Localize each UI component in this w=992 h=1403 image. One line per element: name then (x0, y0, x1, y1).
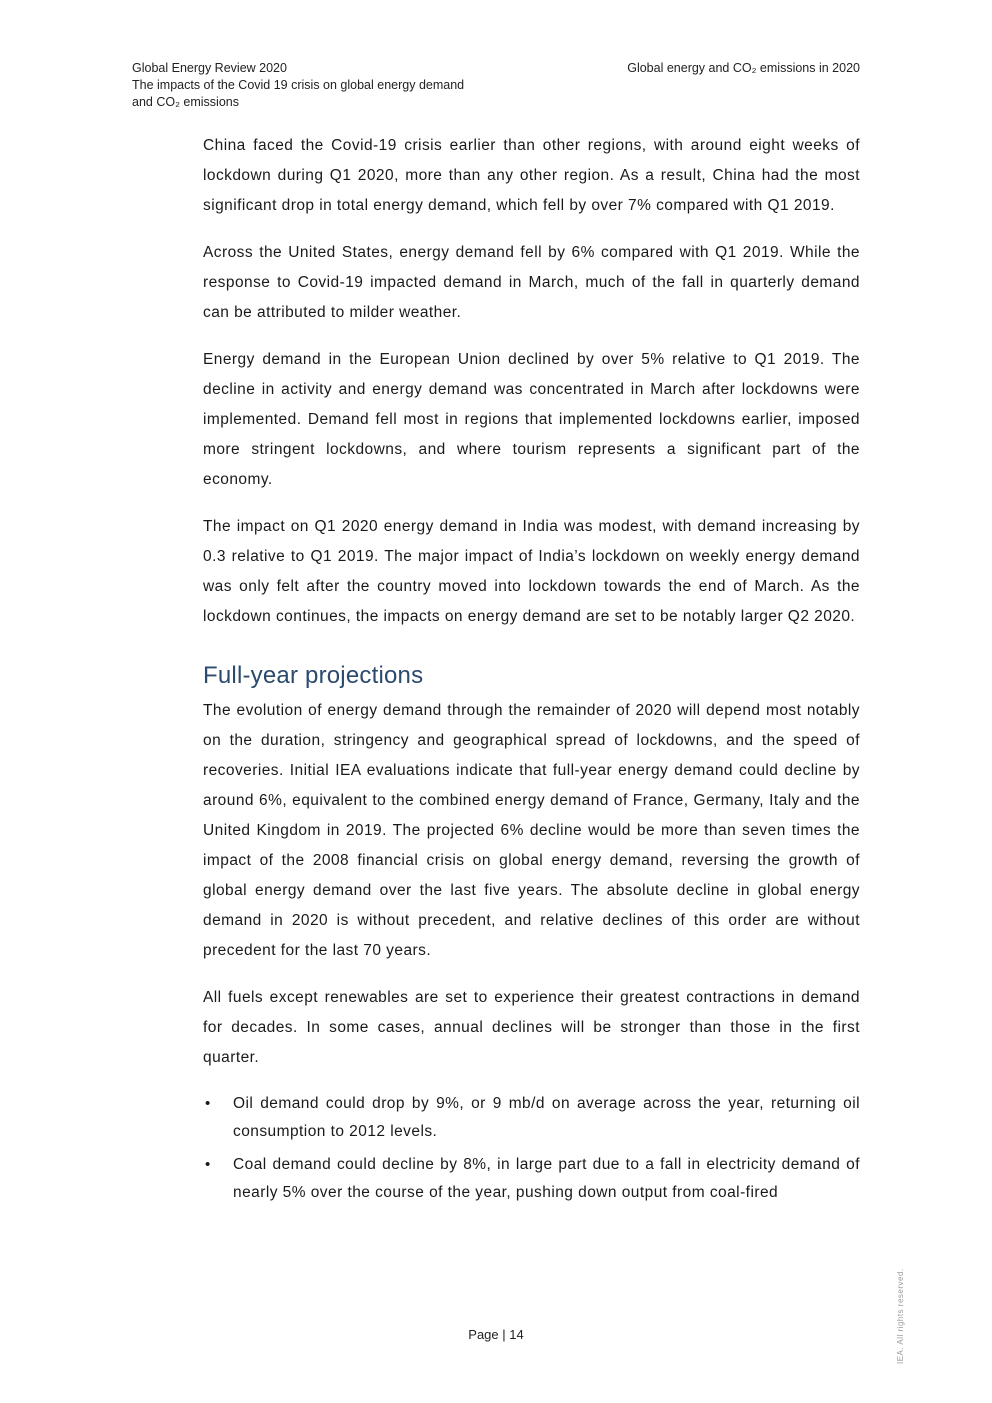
header-report-title: Global Energy Review 2020 (132, 61, 287, 75)
copyright-notice: IEA. All rights reserved. (896, 1268, 905, 1364)
header-chapter-title-cont: and CO₂ emissions (132, 95, 239, 109)
paragraph-all-fuels: All fuels except renewables are set to experience their greatest contractions in demand for decades. In some cases, annual declines will be stronger than those in the first quarter. (203, 989, 860, 1066)
bullet-icon: • (205, 1095, 211, 1112)
header-left (132, 60, 512, 111)
bullet-text-coal: Coal demand could decline by 8%, in large part due to a fall in electricity demand of nearly 5% over the course of the year, pushing down output from coal-fired (233, 1156, 860, 1201)
paragraph-china: China faced the Covid-19 crisis earlier than other regions, with around eight weeks of lockdown during Q1 2020, more than any other region. As a result, China had the most significant drop in total energy demand, which fell by over 7% compared with Q1 2019. (203, 137, 860, 214)
paragraph-european-union: Energy demand in the European Union declined by over 5% relative to Q1 2019. The decline in activity and energy demand was concentrated in March after lockdowns were implemented. Demand fell most in regions that implemented lockdowns earlier, imposed more stringent lockdowns, and where tourism represents a significant part of the economy. (203, 351, 860, 488)
list-item (203, 1090, 860, 1146)
bullet-icon: • (205, 1156, 211, 1173)
page-number: Page | 14 (468, 1327, 524, 1342)
main-content (203, 131, 860, 1212)
paragraph-india: The impact on Q1 2020 energy demand in India was modest, with demand increasing by 0.3 relative to Q1 2019. The major impact of India’s lockdown on weekly energy demand was only felt after the country moved into lockdown towards the end of March. As the lockdown continues, the impacts on energy demand are set to be notably larger Q2 2020. (203, 518, 860, 625)
list-item (203, 1151, 860, 1207)
header-section-title: Global energy and CO₂ emissions in 2020 (627, 61, 860, 75)
bullet-list (203, 1090, 860, 1207)
section-heading: Full-year projections (203, 662, 424, 689)
header-right (627, 60, 860, 77)
paragraph-evolution: The evolution of energy demand through the remainder of 2020 will depend most notably on the duration, stringency and geographical spread of lockdowns, and the speed of recoveries. Initial IEA evaluations indicate that full-year energy demand could decline by around 6%, equivalent to the combined energy demand of France, Germany, Italy and the United Kingdom in 2019. The projected 6% decline would be more than seven times the impact of the 2008 financial crisis on global energy demand, reversing the growth of global energy demand over the last five years. The absolute decline in global energy demand in 2020 is without precedent, and relative declines of this order are without precedent for the last 70 years. (203, 702, 860, 959)
bullet-text-oil: Oil demand could drop by 9%, or 9 mb/d on average across the year, returning oil consumption to 2012 levels. (233, 1095, 860, 1140)
paragraph-united-states: Across the United States, energy demand fell by 6% compared with Q1 2019. While the response to Covid-19 impacted demand in March, much of the fall in quarterly demand can be attributed to milder weather. (203, 244, 860, 321)
header-chapter-title: The impacts of the Covid 19 crisis on global energy demand (132, 78, 465, 92)
